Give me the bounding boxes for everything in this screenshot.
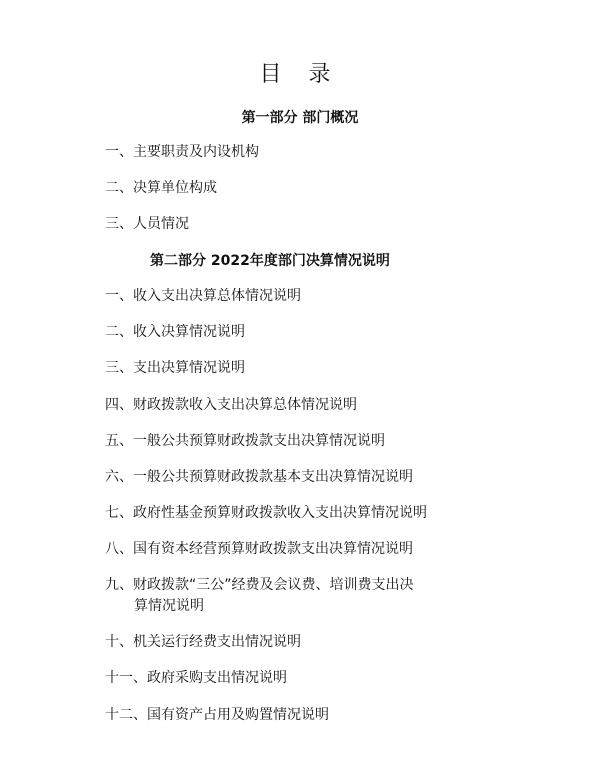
toc-item xyxy=(105,467,485,488)
toc-item-text: 国有资产占用及购置情况说明 xyxy=(147,707,329,723)
toc-item-text: 收入决算情况说明 xyxy=(133,324,245,340)
toc-item-text: 决算单位构成 xyxy=(133,180,217,196)
toc-item xyxy=(105,575,475,617)
toc-item-text: 财政拨款收入支出决算总体情况说明 xyxy=(133,397,357,413)
toc-item-number: 十二、 xyxy=(105,707,147,723)
toc-item-text: 国有资本经营预算财政拨款支出决算情况说明 xyxy=(133,541,413,557)
toc-item xyxy=(105,178,485,199)
toc-item-text: 政府采购支出情况说明 xyxy=(147,670,287,686)
toc-item-number: 八、 xyxy=(105,541,133,557)
toc-item-number: 五、 xyxy=(105,433,133,449)
toc-item-text: 收入支出决算总体情况说明 xyxy=(133,288,301,304)
toc-item-number: 十一、 xyxy=(105,670,147,686)
toc-item-number: 一、 xyxy=(105,144,133,160)
part2-heading: 第二部分 2022年度部门决算情况说明 xyxy=(150,253,390,269)
toc-item-text: 一般公共预算财政拨款支出决算情况说明 xyxy=(133,433,385,449)
toc-item xyxy=(105,539,485,560)
toc-item xyxy=(105,705,485,726)
toc-item-text: 一般公共预算财政拨款基本支出决算情况说明 xyxy=(133,469,413,485)
toc-item xyxy=(105,358,485,379)
toc-item xyxy=(105,142,485,163)
toc-item-number: 九、 xyxy=(105,577,133,593)
toc-title: 目 录 xyxy=(259,62,341,87)
toc-item xyxy=(105,632,485,653)
toc-item xyxy=(105,286,485,307)
toc-item-text-continued: 算情况说明 xyxy=(134,598,204,614)
toc-item-text: 政府性基金预算财政拨款收入支出决算情况说明 xyxy=(133,505,427,521)
toc-item xyxy=(105,395,485,416)
part1-heading: 第一部分 部门概况 xyxy=(241,110,359,126)
toc-item xyxy=(105,431,485,452)
toc-item-number: 二、 xyxy=(105,324,133,340)
toc-item-text: 支出决算情况说明 xyxy=(133,360,245,376)
toc-item-number: 三、 xyxy=(105,216,133,232)
toc-item xyxy=(105,668,485,689)
toc-item-number: 七、 xyxy=(105,505,133,521)
toc-item-number: 一、 xyxy=(105,288,133,304)
toc-item xyxy=(105,214,485,235)
toc-item-number: 二、 xyxy=(105,180,133,196)
toc-item-number: 三、 xyxy=(105,360,133,376)
toc-item-number: 四、 xyxy=(105,397,133,413)
toc-item-number: 六、 xyxy=(105,469,133,485)
toc-item-text: 主要职责及内设机构 xyxy=(133,144,259,160)
toc-item-number: 十、 xyxy=(105,634,133,650)
toc-item-text: 机关运行经费支出情况说明 xyxy=(133,634,301,650)
toc-item-text: 财政拨款“三公”经费及会议费、培训费支出决 xyxy=(133,577,414,593)
toc-item-text: 人员情况 xyxy=(133,216,189,232)
toc-item xyxy=(105,503,485,524)
toc-item xyxy=(105,322,485,343)
